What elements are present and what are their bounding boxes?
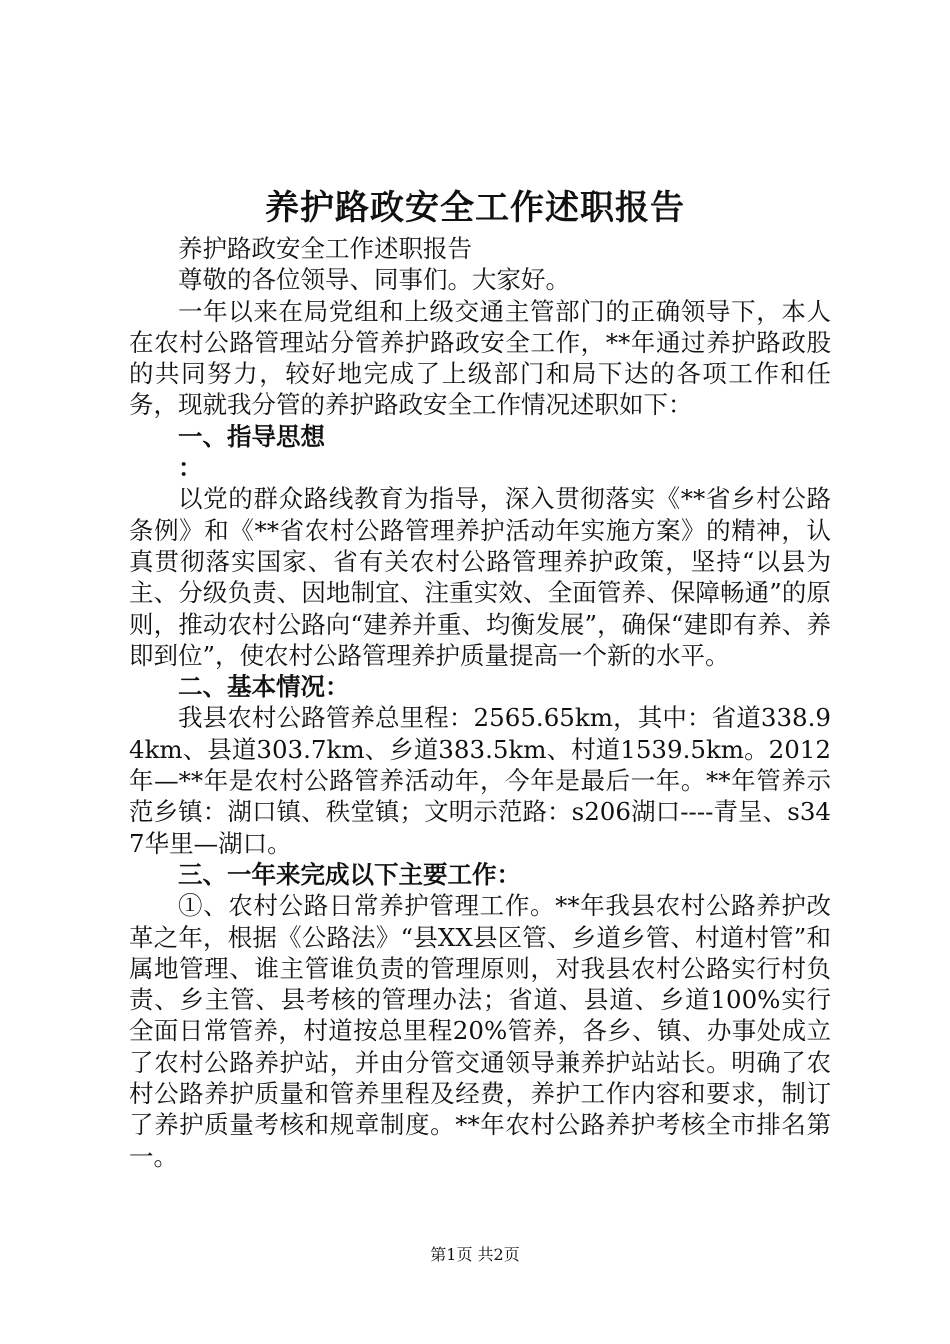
paragraph-guiding-thought: 以党的群众路线教育为指导，深入贯彻落实《**省乡村公路条例》和《**省农村公路管理养护活动年实施方案》的精神，认真贯彻落实国家、省有关农村公路管理养护政策，坚持“以县为主、分级负责、因地制宜、注重实效、全面管养、保障畅通”的原则，推动农村公路向“建养并重、均衡发展”，确保“建即有养、养即到位”，使农村公路管理养护质量提高一个新的水平。 <box>129 484 831 670</box>
paragraph-basic-situation: 我县农村公路管养总里程：2565.65km，其中：省道338.94km、县道303.7km、乡道383.5km、村道1539.5km。2012年—**年是农村公路管养活动年，今年是最后一年。**年管养示范乡镇：湖口镇、秩堂镇；文明示范路：s206湖口----青呈、s347华里—湖口。 <box>129 703 831 858</box>
paragraph-subtitle: 养护路政安全工作述职报告 <box>178 234 472 263</box>
page-footer: 第1页 共2页 <box>430 1245 520 1264</box>
document-body <box>129 233 831 1172</box>
section-heading-guiding-thought: 一、指导思想 <box>178 421 325 451</box>
section-heading-colon: ： <box>178 453 203 483</box>
paragraph-main-work-1: ①、农村公路日常养护管理工作。**年我县农村公路养护改革之年，根据《公路法》“县XX县区管、乡道乡管、村道村管”和属地管理、谁主管谁负责的管理原则，对我县农村公路实行村负责、乡主管、县考核的管理办法；省道、县道、乡道100%实行全面日常管养，村道按总里程20%管养，各乡、镇、办事处成立了农村公路养护站，并由分管交通领导兼养护站站长。明确了农村公路养护质量和管养里程及经费，养护工作内容和要求，制订了养护质量考核和规章制度。**年农村公路养护考核全市排名第一。 <box>129 891 831 1171</box>
paragraph-intro: 一年以来在局党组和上级交通主管部门的正确领导下，本人在农村公路管理站分管养护路政安全工作，**年通过养护路政股的共同努力，较好地完成了上级部门和局下达的各项工作和任务，现就我分管的养护路政安全工作情况述职如下： <box>129 296 831 420</box>
section-heading-basic-situation: 二、基本情况： <box>178 672 350 702</box>
paragraph-greeting: 尊敬的各位领导、同事们。大家好。 <box>178 265 570 295</box>
document-title: 养护路政安全工作述职报告 <box>265 188 685 228</box>
section-heading-main-work: 三、一年来完成以下主要工作： <box>178 859 521 889</box>
